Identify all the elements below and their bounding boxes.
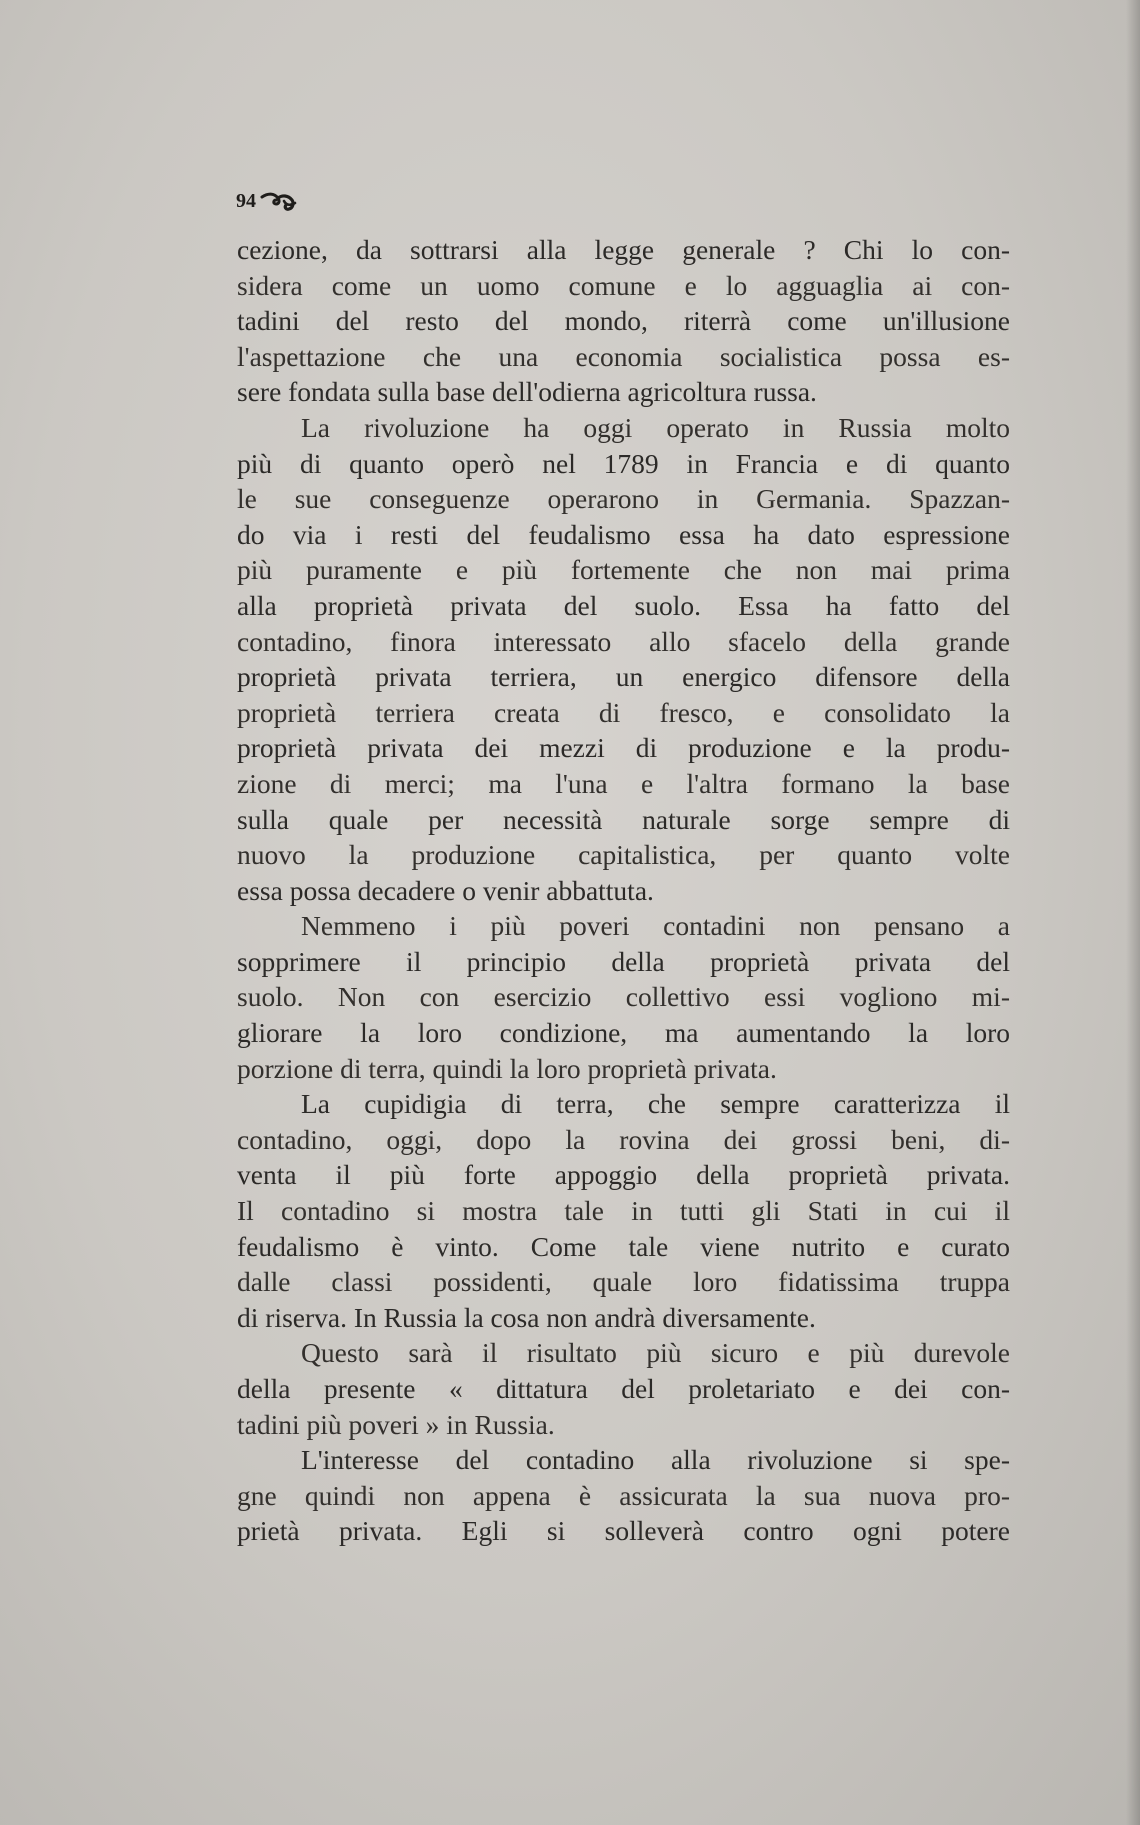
text-line: do via i resti del feudalismo essa ha dato espressione [237, 518, 1010, 550]
text-line: più di quanto operò nel 1789 in Francia e di quanto [237, 447, 1010, 479]
text-line: proprietà privata terriera, un energico difensore della [237, 661, 1010, 693]
fleuron-ornament-icon [260, 189, 298, 213]
text-line: Nemmeno i più poveri contadini non pensano a [301, 910, 1010, 942]
text-line: suolo. Non con esercizio collettivo essi vogliono mi- [237, 981, 1010, 1013]
text-line: La rivoluzione ha oggi operato in Russia molto [301, 411, 1010, 443]
text-line: sulla quale per necessità naturale sorge sempre di [237, 803, 1010, 835]
page-header [236, 186, 298, 216]
text-line: della presente « dittatura del proletariato e dei con- [237, 1373, 1010, 1404]
text-line: proprietà terriera creata di fresco, e consolidato la [237, 696, 1010, 728]
text-line: prietà privata. Egli si solleverà contro ogni potere [237, 1515, 1010, 1547]
text-line: contadino, finora interessato allo sfacelo della grande [237, 625, 1010, 657]
text-line: sopprimere il principio della proprietà privata del [237, 945, 1010, 977]
text-line: La cupidigia di terra, che sempre caratterizza il [301, 1088, 1010, 1120]
text-line: gliorare la loro condizione, ma aumentando la loro [237, 1017, 1010, 1049]
text-line: più puramente e più fortemente che non mai prima [237, 554, 1010, 586]
page-edge-shadow [1126, 0, 1140, 1825]
text-line: contadino, oggi, dopo la rovina dei grossi beni, di- [237, 1123, 1010, 1155]
text-line: L'interesse del contadino alla rivoluzione si spe- [301, 1444, 1010, 1476]
body-text [237, 232, 1010, 1549]
text-line: zione di merci; ma l'una e l'altra formano la base [237, 767, 1010, 799]
text-line: Il contadino si mostra tale in tutti gli Stati in cui il [237, 1195, 1010, 1227]
text-line: sere fondata sulla base dell'odierna agricoltura russa. [237, 376, 817, 408]
text-line: essa possa decadere o venir abbattuta. [237, 874, 654, 906]
text-line: nuovo la produzione capitalistica, per quanto volte [237, 839, 1010, 871]
text-line: tadini del resto del mondo, riterrà come un'illusione [237, 305, 1010, 337]
text-line: gne quindi non appena è assicurata la sua nuova pro- [237, 1479, 1010, 1511]
text-line: alla proprietà privata del suolo. Essa ha fatto del [237, 589, 1010, 621]
text-line: Questo sarà il risultato più sicuro e più durevole [301, 1337, 1010, 1369]
text-line: feudalismo è vinto. Come tale viene nutrito e curato [237, 1230, 1010, 1262]
text-line: di riserva. In Russia la cosa non andrà diversamente. [237, 1301, 816, 1333]
text-line: le sue conseguenze operarono in Germania. Spazzan- [237, 483, 1010, 515]
text-line: cezione, da sottrarsi alla legge generale ? Chi lo con- [237, 234, 1010, 265]
text-line: sidera come un uomo comune e lo agguaglia ai con- [237, 269, 1010, 301]
text-line: l'aspettazione che una economia socialistica possa es- [237, 340, 1010, 372]
page-number: 94 [236, 189, 256, 212]
text-line: proprietà privata dei mezzi di produzione e la produ- [237, 732, 1010, 764]
text-line: porzione di terra, quindi la loro proprietà privata. [237, 1052, 777, 1084]
text-line: venta il più forte appoggio della proprietà privata. [237, 1159, 1010, 1191]
text-line: dalle classi possidenti, quale loro fidatissima truppa [237, 1266, 1010, 1298]
text-line: tadini più poveri » in Russia. [237, 1408, 555, 1440]
